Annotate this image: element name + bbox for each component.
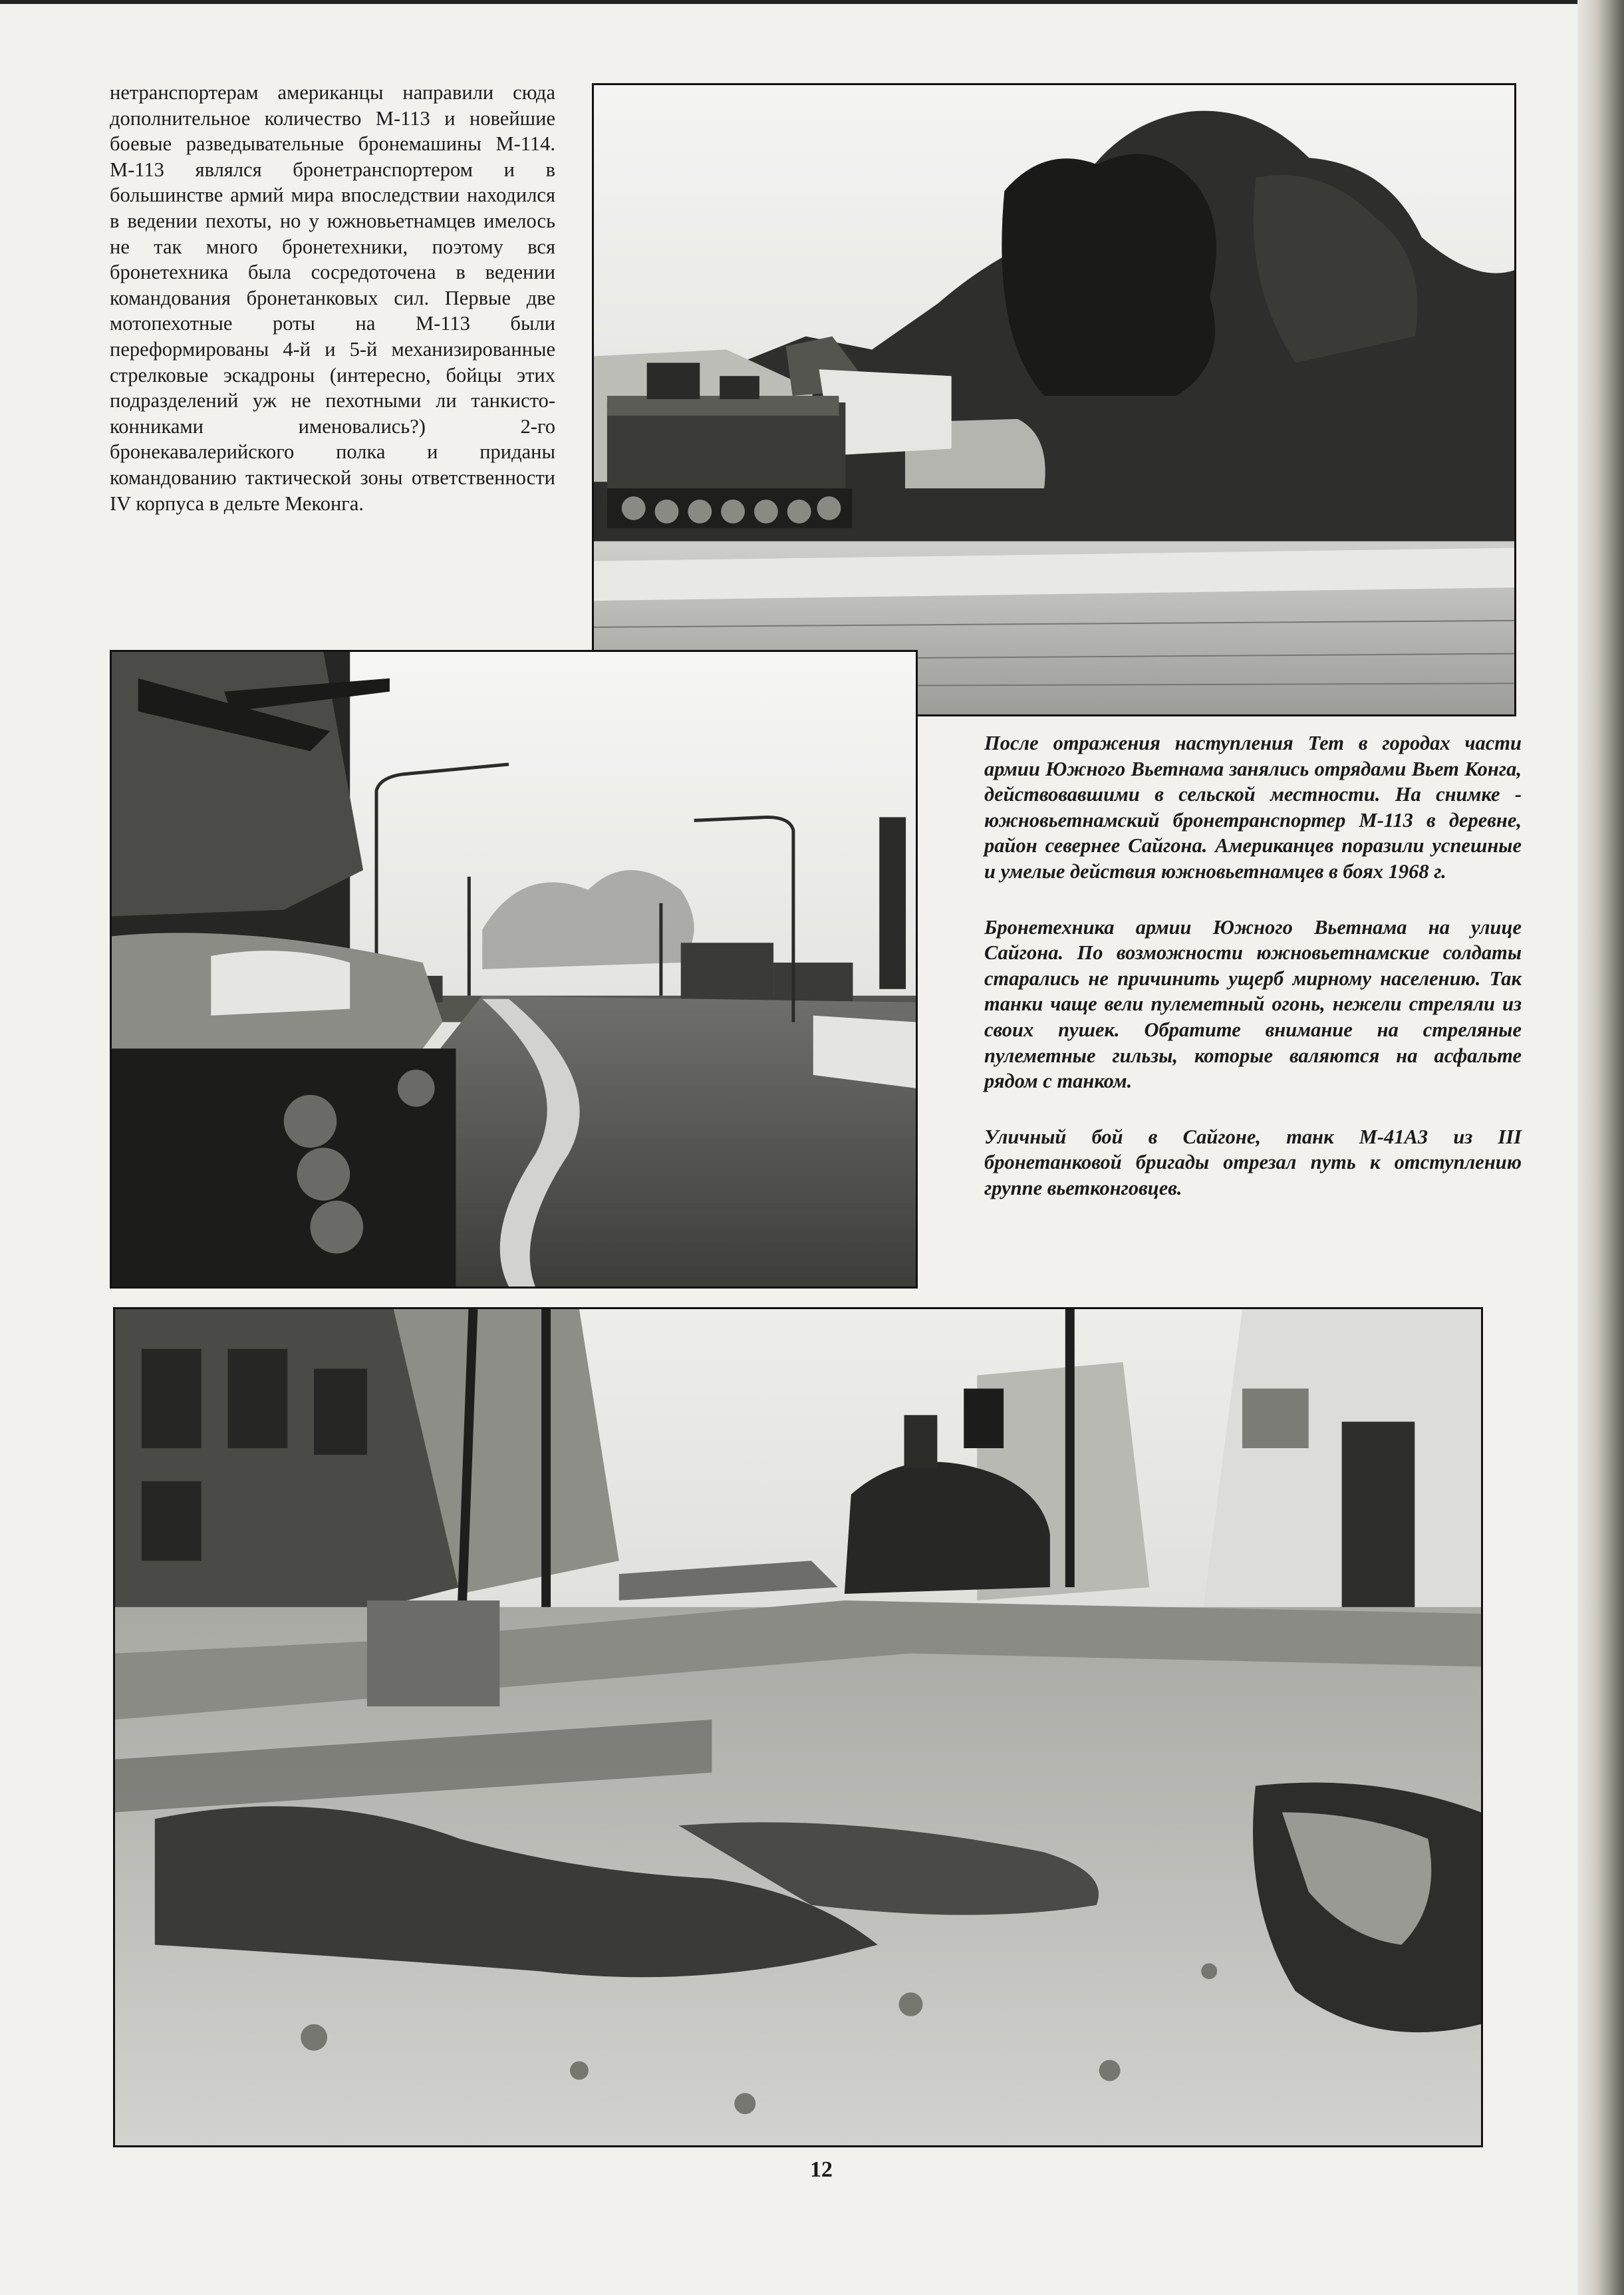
- photo-tank-saigon-street: [110, 650, 918, 1289]
- page-number: 12: [810, 2157, 833, 2182]
- article-body-text: нетранспортерам американцы направили сюда дополнительное количество М-113 и новейшие боевые разведывательные бронемашины М-114. М-113 являлся бронетранспортером и в большинстве армий мира впоследствии находился в ведении пехоты, но у южновьетнамцев имелось не так много бронетехники, поэтому вся бронетехника была сосредоточена в ведении командования бронетанковых сил. Первые две мотопехотные роты на М-113 были переформированы 4-й и 5-й механизированные стрелковые эскадроны (интересно, бойцы этих подразделений уж не пехотными ли танкисто-конниками именовались?) 2-го бронекавалерийского полка и приданы командованию тактической зоны ответственности IV корпуса в дельте Меконга.: [110, 81, 555, 515]
- caption-street-battle: Уличный бой в Сайгоне, танк М-41А3 из III бронетанковой бригады отрезал путь к отступлению группе вьетконговцев.: [984, 1125, 1522, 1199]
- page-top-rule: [0, 0, 1624, 4]
- photo-m113-illustration: [594, 85, 1514, 714]
- photo-street-battle-saigon: [113, 1307, 1483, 2147]
- photo-captions: [984, 730, 1522, 1231]
- photo-tank-street-illustration: [112, 652, 916, 1287]
- photo-street-battle-illustration: [115, 1309, 1481, 2145]
- photo-m113-in-village: [592, 83, 1516, 716]
- binding-shadow: [1577, 0, 1624, 2295]
- caption-armor-saigon-street: Бронетехника армии Южного Вьетнама на улице Сайгона. По возможности южновьетнамские солдаты старались не причинить ущерб мирному населению. Так танки чаще вели пулеметный огонь, нежели стреляли из своих пушек. Обратите внимание на стреляные пулеметные гильзы, которые валяются на асфальте рядом с танком.: [984, 915, 1522, 1093]
- caption-m113-village: После отражения наступления Тет в городах части армии Южного Вьетнама занялись отрядами Вьет Конга, действовавшими в сельской местности. На снимке - южновьетнамский бронетранспортер М-113 в деревне, район севернее Сайгона. Американцев поразили успешные и умелые действия южновьетнамцев в боях 1968 г.: [984, 732, 1522, 883]
